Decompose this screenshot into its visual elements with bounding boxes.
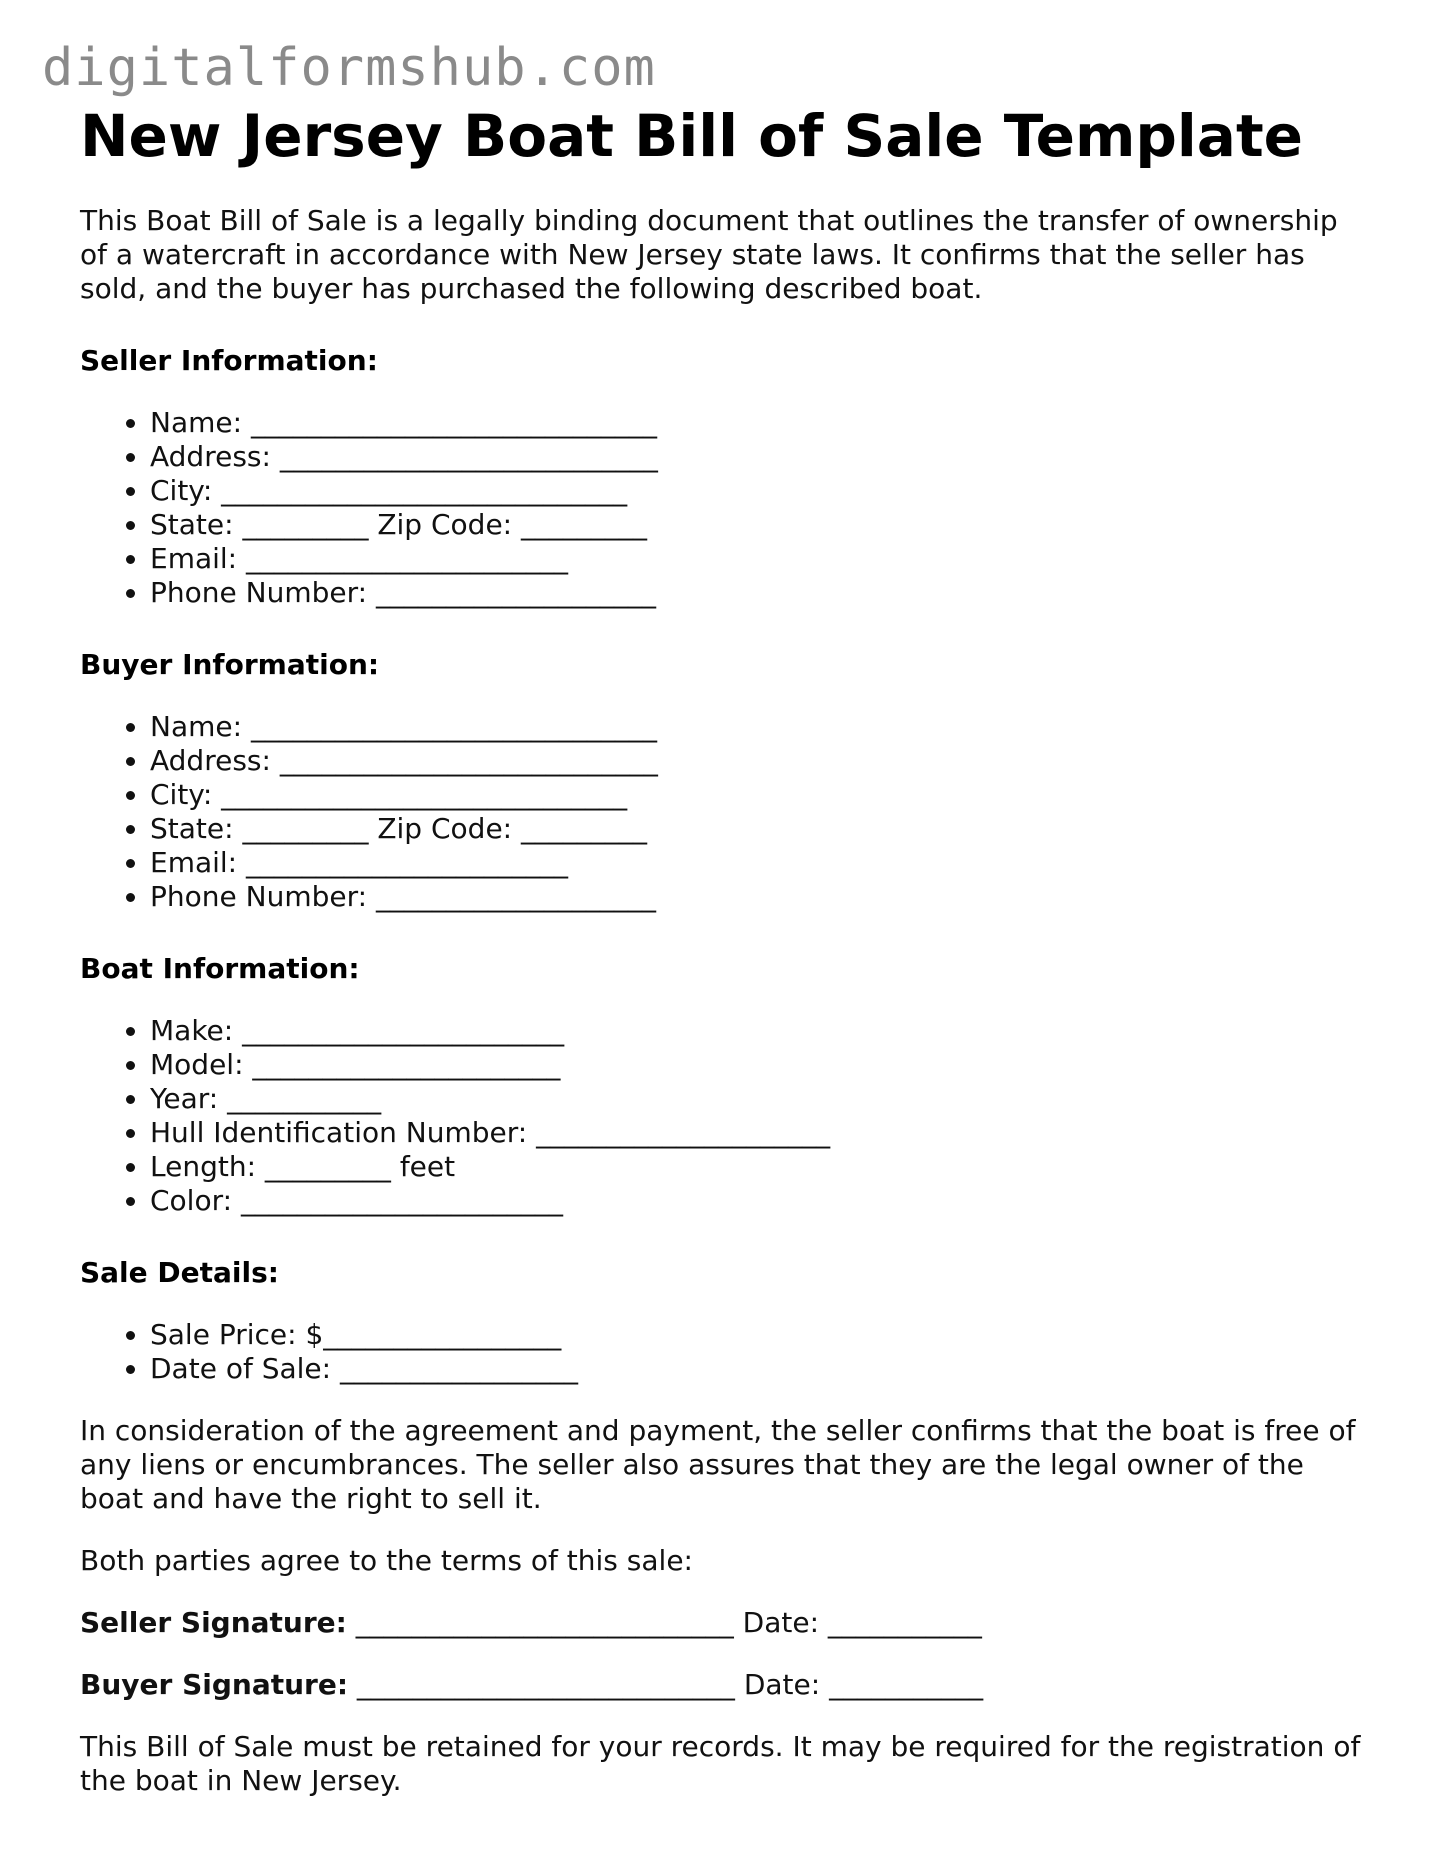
buyer-phone-field[interactable]: • Phone Number: ____________________ — [150, 880, 1370, 914]
boat-hin-field[interactable]: • Hull Identification Number: _____________________ — [150, 1116, 1370, 1150]
agreement-statement: Both parties agree to the terms of this sale: — [80, 1544, 693, 1577]
buyer-signature-label: Buyer Signature: — [80, 1668, 349, 1701]
buyer-state-zip-field[interactable]: • State: _________ Zip Code: _________ — [150, 812, 1370, 846]
buyer-signature-blank[interactable]: ___________________________ Date: ___________ — [348, 1668, 984, 1701]
document-content — [80, 100, 1370, 1798]
buyer-name-field[interactable]: • Name: _____________________________ — [150, 710, 1370, 744]
watermark: digitalformshub.com — [42, 38, 656, 98]
seller-city-field[interactable]: • City: _____________________________ — [150, 474, 1370, 508]
seller-signature-blank[interactable]: ___________________________ Date: ___________ — [346, 1606, 982, 1639]
seller-phone-field[interactable]: • Phone Number: ____________________ — [150, 576, 1370, 610]
boat-color-field[interactable]: • Color: _______________________ — [150, 1184, 1370, 1218]
seller-fields — [80, 406, 1370, 610]
seller-name-field[interactable]: • Name: _____________________________ — [150, 406, 1370, 440]
page-title: New Jersey Boat Bill of Sale Template — [80, 102, 1304, 170]
boat-heading: Boat Information: — [80, 952, 360, 985]
buyer-fields — [80, 710, 1370, 914]
boat-make-field[interactable]: • Make: _______________________ — [150, 1014, 1370, 1048]
boat-length-field[interactable]: • Length: _________ feet — [150, 1150, 1370, 1184]
boat-year-field[interactable]: • Year: ___________ — [150, 1082, 1370, 1116]
closing-paragraph: This Bill of Sale must be retained for your records. It may be required for the registration of the boat in New Jersey. — [80, 1730, 1361, 1797]
seller-signature-line[interactable] — [80, 1606, 1370, 1640]
sale-price-field[interactable]: • Sale Price: $_________________ — [150, 1318, 1370, 1352]
seller-signature-label: Seller Signature: — [80, 1606, 347, 1639]
buyer-heading: Buyer Information: — [80, 648, 380, 681]
consideration-paragraph: In consideration of the agreement and payment, the seller confirms that the boat is free of any liens or encumbrances. The seller also assures that they are the legal owner of the boat and have the right to sell it. — [80, 1414, 1356, 1515]
buyer-email-field[interactable]: • Email: _______________________ — [150, 846, 1370, 880]
seller-address-field[interactable]: • Address: ___________________________ — [150, 440, 1370, 474]
boat-fields — [80, 1014, 1370, 1218]
buyer-city-field[interactable]: • City: _____________________________ — [150, 778, 1370, 812]
buyer-address-field[interactable]: • Address: ___________________________ — [150, 744, 1370, 778]
seller-state-zip-field[interactable]: • State: _________ Zip Code: _________ — [150, 508, 1370, 542]
boat-model-field[interactable]: • Model: ______________________ — [150, 1048, 1370, 1082]
sale-fields — [80, 1318, 1370, 1386]
sale-heading: Sale Details: — [80, 1256, 279, 1289]
buyer-signature-line[interactable] — [80, 1668, 1370, 1702]
sale-date-field[interactable]: • Date of Sale: _________________ — [150, 1352, 1370, 1386]
seller-heading: Seller Information: — [80, 344, 378, 377]
seller-email-field[interactable]: • Email: _______________________ — [150, 542, 1370, 576]
intro-paragraph: This Boat Bill of Sale is a legally binding document that outlines the transfer of ownership of a watercraft in accordance with New Jersey state laws. It confirms that the seller has sold, and the buyer has purchased the following described boat. — [80, 204, 1338, 305]
